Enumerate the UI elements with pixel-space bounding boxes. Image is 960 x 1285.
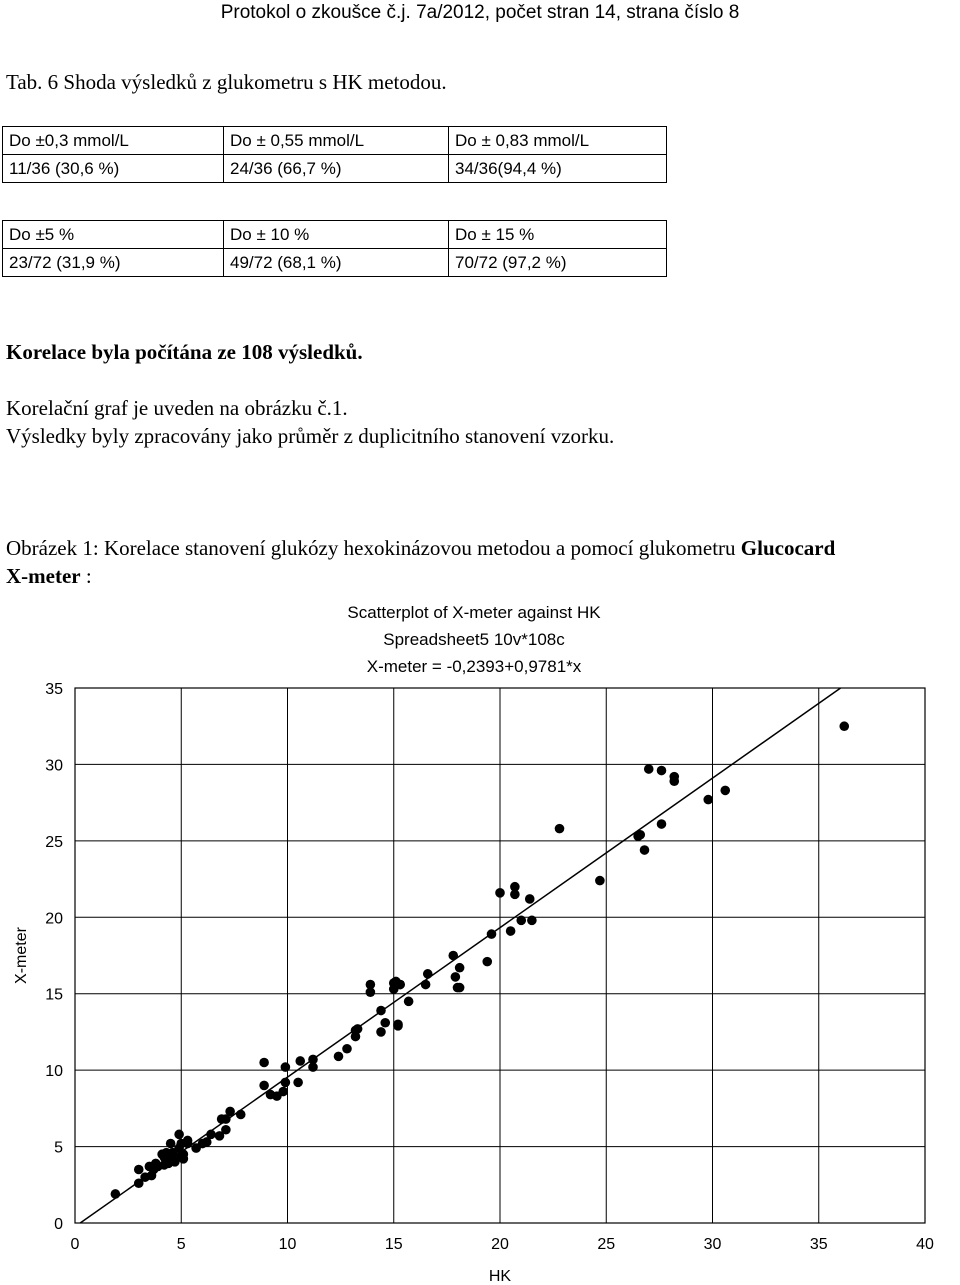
page-header: Protokol o zkoušce č.j. 7a/2012, počet stran 14, strana číslo 8 xyxy=(220,2,740,23)
figure-caption-device: Glucocard xyxy=(740,536,836,560)
data-point xyxy=(669,776,679,786)
accuracy-table-mmol xyxy=(2,126,667,183)
table-cell: Do ±5 % xyxy=(3,221,224,249)
data-point xyxy=(487,929,497,939)
y-tick-label: 10 xyxy=(45,1063,63,1081)
data-point xyxy=(595,876,605,886)
graph-reference-text: Korelační graf je uveden na obrázku č.1. xyxy=(6,396,348,420)
data-point xyxy=(423,969,433,979)
data-point xyxy=(111,1189,121,1199)
data-point xyxy=(259,1058,269,1068)
x-tick-label: 40 xyxy=(916,1236,934,1253)
data-point xyxy=(703,795,713,805)
data-point xyxy=(166,1139,176,1149)
x-tick-label: 25 xyxy=(597,1236,616,1253)
table-cell: Do ± 15 % xyxy=(449,221,667,249)
x-tick-label: 0 xyxy=(70,1236,80,1253)
data-point xyxy=(657,766,667,776)
data-point xyxy=(351,1032,361,1042)
y-tick-label: 35 xyxy=(45,681,63,698)
data-point xyxy=(259,1081,269,1091)
table-cell: 34/36(94,4 %) xyxy=(449,155,667,183)
figure-caption-device-model: X-meter xyxy=(6,564,81,588)
data-point xyxy=(510,890,520,900)
data-point xyxy=(506,926,516,936)
data-point xyxy=(281,1078,291,1088)
y-tick-label: 15 xyxy=(45,986,63,1004)
accuracy-table-percent xyxy=(2,220,667,277)
data-point xyxy=(281,1062,291,1072)
data-point xyxy=(495,888,505,898)
x-tick-label: 10 xyxy=(278,1236,297,1253)
data-point xyxy=(134,1165,144,1175)
data-point xyxy=(720,786,730,796)
y-tick-label: 5 xyxy=(54,1139,63,1157)
data-point xyxy=(635,830,645,840)
table-row xyxy=(3,249,667,277)
data-point xyxy=(527,916,537,926)
y-tick-label: 0 xyxy=(54,1216,63,1233)
x-tick-label: 20 xyxy=(491,1236,509,1253)
figure-caption xyxy=(6,536,835,561)
data-point xyxy=(295,1056,305,1066)
table-row xyxy=(3,221,667,249)
data-point xyxy=(404,997,414,1007)
data-point xyxy=(366,987,376,997)
figure-caption-tail: : xyxy=(80,564,92,588)
table-cell: Do ± 0,83 mmol/L xyxy=(449,127,667,155)
table-cell: 11/36 (30,6 %) xyxy=(3,155,224,183)
data-point xyxy=(221,1114,231,1124)
data-point xyxy=(342,1044,352,1054)
table-cell: Do ±0,3 mmol/L xyxy=(3,127,224,155)
table-cell: 49/72 (68,1 %) xyxy=(224,249,449,277)
data-point xyxy=(839,721,849,731)
data-point xyxy=(376,1027,386,1037)
data-point xyxy=(308,1062,318,1072)
data-point xyxy=(393,1021,403,1031)
table-row xyxy=(3,127,667,155)
data-point xyxy=(657,819,667,829)
y-tick-label: 20 xyxy=(45,910,63,928)
data-point xyxy=(183,1139,193,1149)
x-tick-label: 15 xyxy=(384,1236,403,1253)
data-point xyxy=(482,957,492,967)
data-point xyxy=(555,824,565,834)
scatter-chart xyxy=(0,598,960,1285)
table-caption: Tab. 6 Shoda výsledků z glukometru s HK metodou. xyxy=(6,70,447,94)
data-point xyxy=(451,972,461,982)
data-point xyxy=(455,983,465,993)
data-point xyxy=(644,764,654,774)
data-point xyxy=(134,1178,144,1188)
data-point xyxy=(525,894,535,904)
data-point xyxy=(174,1130,184,1140)
data-point xyxy=(174,1143,184,1153)
x-tick-label: 35 xyxy=(809,1236,828,1253)
data-point xyxy=(376,1006,386,1016)
x-axis-label: HK xyxy=(488,1268,512,1285)
regression-line xyxy=(80,688,840,1223)
data-point xyxy=(640,845,650,855)
chart-title-line: Spreadsheet5 10v*108c xyxy=(383,630,565,649)
data-point xyxy=(266,1090,276,1100)
data-point xyxy=(395,980,405,990)
table-row xyxy=(3,155,667,183)
x-tick-label: 5 xyxy=(176,1236,186,1253)
chart-title-line: Scatterplot of X-meter against HK xyxy=(347,603,601,622)
data-point xyxy=(334,1052,344,1062)
data-point xyxy=(448,951,458,961)
y-tick-label: 30 xyxy=(45,757,63,775)
data-point xyxy=(191,1143,201,1153)
data-point xyxy=(179,1154,189,1164)
figure-caption-text: Obrázek 1: Korelace stanovení glukózy hexokinázovou metodou a pomocí glukometru xyxy=(6,536,741,560)
data-point xyxy=(380,1018,390,1028)
table-cell: Do ± 10 % xyxy=(224,221,449,249)
data-point xyxy=(170,1157,180,1167)
table-cell: 70/72 (97,2 %) xyxy=(449,249,667,277)
data-point xyxy=(421,980,431,990)
processing-text: Výsledky byly zpracovány jako průměr z duplicitního stanovení vzorku. xyxy=(6,424,615,448)
table-cell: 23/72 (31,9 %) xyxy=(3,249,224,277)
figure-caption-line2 xyxy=(6,564,92,589)
data-point xyxy=(516,916,526,926)
y-tick-label: 25 xyxy=(45,833,63,851)
table-cell: Do ± 0,55 mmol/L xyxy=(224,127,449,155)
data-point xyxy=(215,1131,225,1141)
correlation-count-text: Korelace byla počítána ze 108 výsledků. xyxy=(6,340,363,364)
data-point xyxy=(455,963,465,973)
chart-title-line: X-meter = -0,2393+0,9781*x xyxy=(366,657,582,676)
x-tick-label: 30 xyxy=(703,1236,722,1253)
table-cell: 24/36 (66,7 %) xyxy=(224,155,449,183)
y-axis-label: X-meter xyxy=(13,927,30,984)
data-point xyxy=(236,1110,246,1120)
data-point xyxy=(293,1078,303,1088)
